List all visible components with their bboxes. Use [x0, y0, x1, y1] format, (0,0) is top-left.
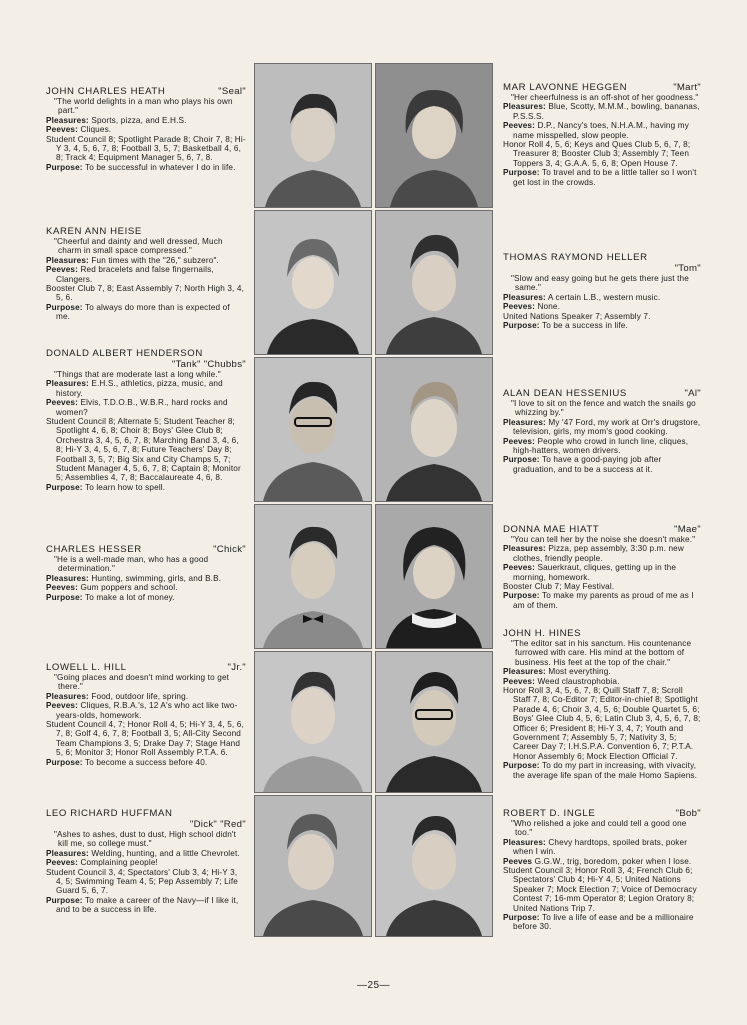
peeves-label: Peeves: [503, 121, 536, 131]
portrait-huffman [254, 795, 372, 937]
purpose-label: Purpose: [503, 913, 540, 923]
pleasures-label: Pleasures: [46, 848, 89, 858]
entry-header [503, 252, 701, 263]
peeves-line [503, 857, 701, 866]
quote: "The world delights in a man who plays his own part." [54, 97, 233, 116]
portrait-silhouette [376, 796, 492, 936]
entry-heise [46, 226, 246, 322]
activities: Student Council 3, 4; Spectators' Club 3, 4; Hi-Y 3, 4, 5; Swimming Team 4, 5; Pep Assembly 7; Life Guard 5, 6, 7. [46, 867, 238, 896]
purpose-line [503, 591, 701, 610]
peeves-line [46, 125, 246, 134]
entry-header [46, 662, 246, 673]
purpose-label: Purpose: [46, 757, 83, 767]
peeves-label: Peeves: [503, 436, 536, 446]
portrait-hesser [254, 504, 372, 649]
purpose-label: Purpose: [503, 761, 540, 771]
quote: "You can tell her by the noise she doesn't make." [511, 535, 696, 544]
portrait-silhouette [376, 211, 492, 354]
purpose-label: Purpose: [503, 455, 540, 465]
purpose-line [503, 913, 701, 932]
pleasures-line [503, 838, 701, 857]
pleasures-label: Pleasures: [46, 255, 89, 265]
pleasures-label: Pleasures: [46, 691, 89, 701]
entry-henderson [46, 348, 246, 492]
purpose-text: To have a good-paying job after graduation, and to be a success at it. [513, 455, 662, 474]
pleasures-line [503, 667, 701, 676]
pleasures-line [46, 574, 246, 583]
quote: "Going places and doesn't mind working to get there." [54, 673, 230, 692]
activities: Student Council 3; Honor Roll 3, 4; French Club 6; Spectators' Club 4; Hi-Y 4, 5; United Nations Speaker 7; Mock Election 7; Voice of Democracy Contest 7; 16-mm Operator 8; Legion Oratory 8; United Nations Trip 7. [503, 866, 697, 913]
student-name: THOMAS RAYMOND HELLER [503, 252, 648, 263]
purpose-label: Purpose: [46, 482, 83, 492]
peeves-label: Peeves [503, 856, 533, 866]
nickname: "Tank" "Chubbs" [171, 359, 246, 370]
quote: "The editor sat in his sanctum. His countenance furrowed with care. His mind at the bottom of business. His feet at the top of the chair." [511, 639, 692, 667]
peeves-line [503, 302, 701, 311]
pleasures-label: Pleasures: [46, 379, 89, 389]
purpose-line [503, 761, 701, 780]
peeves-label: Peeves: [503, 563, 536, 573]
pleasures-line [46, 379, 246, 398]
entry-header [46, 86, 246, 97]
quote: "I love to sit on the fence and watch the snails go whizzing by." [511, 399, 696, 418]
activities: Booster Club 7, 8; East Assembly 7; North High 3, 4, 5, 6. [46, 284, 245, 303]
student-name: MAR LAVONNE HEGGEN [503, 82, 628, 93]
pleasures-line [46, 849, 246, 858]
peeves-text: Weed claustrophobia. [537, 676, 620, 686]
student-name: DONALD ALBERT HENDERSON [46, 348, 203, 359]
purpose-line [46, 593, 246, 602]
portrait-silhouette [255, 796, 371, 936]
pleasures-line [46, 256, 246, 265]
peeves-label: Peeves: [503, 676, 536, 686]
purpose-text: To make a career of the Navy—if I like it, and to be a success in life. [56, 895, 239, 915]
pleasures-text: Pizza, pep assembly, 3:30 p.m. new clothes, friendly people. [513, 544, 684, 563]
peeves-line [503, 677, 701, 686]
purpose-label: Purpose: [46, 592, 83, 602]
activities: Honor Roll 3, 4, 5, 6, 7, 8; Quill Staff 7, 8; Scroll Staff 7, 8; Co-Editor 7; Editor-in-chief 8; Spotlight Parade 4, 6; Choir 3, 4, 5, 6; Double Quartet 5, 6; Boys' Glee Club 4, 5, 6; Latin Club 3, 4, 5, 6, 7, 8; Officer 6; President 8; Hi-Y 3, 4, 7; Youth and Government 7; Assembly 5, 7; Nativity 3, 5; Career Day 7; I.H.S.P.A. Convention 6, 7; P.T.A. Honor Assembly 6; Mock Election Official 7. [503, 686, 701, 761]
student-name: ROBERT D. INGLE [503, 808, 596, 819]
peeves-line [46, 858, 246, 867]
peeves-text: Cliques, R.B.A.'s, 12 A's who act like two-years-olds, homework. [56, 701, 238, 720]
purpose-text: To make a lot of money. [84, 592, 175, 602]
activities: Honor Roll 4, 5, 6; Keys and Ques Club 5, 6, 7, 8; Treasurer 8; Booster Club 3; Assembly 7; Teen Toppers 3, 4; G.A.A. 5, 6, 8; Open House 7. [503, 140, 691, 168]
peeves-label: Peeves: [46, 398, 79, 408]
peeves-text: Cliques. [80, 125, 112, 135]
peeves-line [503, 437, 701, 456]
portrait-silhouette [376, 358, 492, 501]
peeves-text: Sauerkraut, cliques, getting up in the morning, homework. [513, 563, 677, 582]
peeves-label: Peeves: [503, 302, 536, 312]
purpose-line [46, 483, 246, 492]
purpose-label: Purpose: [503, 591, 540, 601]
nickname: "Mae" [674, 524, 701, 535]
purpose-label: Purpose: [46, 895, 83, 905]
pleasures-line [503, 102, 701, 121]
peeves-label: Peeves: [46, 583, 79, 593]
pleasures-line [503, 293, 701, 302]
entry-header [503, 388, 701, 399]
portrait-silhouette [255, 64, 371, 207]
peeves-text: None. [537, 302, 561, 312]
peeves-line [46, 265, 246, 284]
entry-heller [503, 252, 701, 330]
activities: Student Council 8; Spotlight Parade 8; Choir 7, 8; Hi-Y 3, 4, 5, 6, 7, 8; Football 3, 5, 7; Basketball 4, 6, 8; Track 4; Equipment Manager 5, 6, 7, 8. [46, 134, 246, 163]
purpose-label: Purpose: [503, 321, 540, 331]
quote: "Her cheerfulness is an off-shot of her goodness." [511, 93, 699, 102]
nickname: "Mart" [673, 82, 701, 93]
peeves-label: Peeves: [46, 125, 79, 135]
portrait-silhouette [255, 505, 371, 648]
entry-hesser [46, 544, 246, 602]
pleasures-text: E.H.S., athletics, pizza, music, and history. [56, 379, 223, 398]
pleasures-label: Pleasures: [503, 417, 546, 427]
student-name: LEO RICHARD HUFFMAN [46, 808, 173, 819]
quote: "Ashes to ashes, dust to dust, High school didn't kill me, so college must." [54, 830, 237, 849]
entry-heath [46, 86, 246, 172]
purpose-text: To always do more than is expected of me. [56, 302, 230, 322]
entry-header [503, 628, 701, 639]
peeves-line [46, 701, 246, 720]
entry-heggen [503, 82, 701, 187]
nickname: "Seal" [218, 86, 246, 97]
entry-header [46, 348, 246, 359]
activities: Student Council 8; Alternate 5; Student Teacher 8; Spotlight 4, 6, 8; Choir 8; Boys' Glee Club 8; Orchestra 3, 4, 5, 6, 7, 8; Marching Band 3, 4, 6, 8; Hi-Y 3, 4, 5, 6, 7, 8; Future Teachers' Day 8; Football 3, 5, 7; Big Six and City Champs 5, 7; Student Manager 4, 5, 6, 7, 8; Captain 8; Monitor 5; Assemblies 4, 7, 8; Baccalaureate 4, 6, 8. [46, 417, 241, 483]
purpose-label: Purpose: [46, 162, 83, 172]
peeves-text: Gum poppers and school. [80, 583, 178, 593]
peeves-label: Peeves: [46, 265, 79, 275]
pleasures-label: Pleasures: [503, 544, 546, 554]
activities: Student Council 4, 7; Honor Roll 4, 5; Hi-Y 3, 4, 5, 6, 7, 8; Golf 4, 6, 7, 8; Football 3, 5; All-City Second Team Champions 3, 5; Drake Day 7; Stage Hand 5, 6; Monitor 3; Honor Roll Assembly P.T.A. 6. [46, 720, 244, 758]
activities: United Nations Speaker 7; Assembly 7. [503, 311, 651, 321]
portrait-hill [254, 651, 372, 793]
entry-hines [503, 628, 701, 780]
peeves-text: Complaining people! [80, 858, 158, 868]
nickname: "Al" [684, 388, 701, 399]
quote: "Who relished a joke and could tell a good one too." [511, 819, 687, 838]
entry-hill [46, 662, 246, 767]
portrait-heise [254, 210, 372, 355]
pleasures-text: A certain L.B., western music. [547, 292, 661, 302]
nickname: "Tom" [674, 263, 701, 274]
peeves-label: Peeves: [46, 701, 79, 711]
purpose-text: To learn how to spell. [84, 482, 166, 492]
quote: "Things that are moderate last a long while." [54, 370, 221, 379]
portrait-heller [375, 210, 493, 355]
portrait-hiatt [375, 504, 493, 649]
quote: "Cheerful and dainty and well dressed, Much charm in small space compressed." [54, 237, 223, 256]
entry-header [46, 808, 246, 819]
pleasures-text: My '47 Ford, my work at Orr's drugstore, television, girls, my mom's good cooking. [513, 417, 701, 437]
student-name: JOHN H. HINES [503, 628, 582, 639]
purpose-text: To live a life of ease and be a millionaire before 30. [513, 913, 694, 932]
student-name: KAREN ANN HEISE [46, 226, 142, 237]
peeves-line [503, 121, 701, 140]
purpose-line [503, 321, 701, 330]
pleasures-text: Blue, Scotty, M.M.M., bowling, bananas, P.S.S.S. [513, 102, 700, 121]
entry-hessenius [503, 388, 701, 474]
pleasures-text: Sports, pizza, and E.H.S. [91, 115, 187, 125]
portrait-heggen [375, 63, 493, 208]
pleasures-text: Fun times with the "26," subzero". [91, 255, 219, 265]
pleasures-text: Welding, hunting, and a little Chevrolet. [91, 848, 240, 858]
student-name: DONNA MAE HIATT [503, 524, 600, 535]
peeves-text: Red bracelets and false fingernails, Clangers. [56, 265, 214, 284]
purpose-text: To make my parents as proud of me as I am of them. [513, 591, 694, 610]
nickname: "Dick" "Red" [189, 819, 246, 830]
purpose-line [46, 163, 246, 172]
entry-header [503, 524, 701, 535]
pleasures-line [503, 418, 701, 437]
quote: "Slow and easy going but he gets there just the same." [511, 274, 689, 293]
pleasures-label: Pleasures: [46, 115, 89, 125]
pleasures-text: Chevy hardtops, spoiled brats, poker when I win. [513, 837, 688, 857]
portrait-silhouette [255, 211, 371, 354]
pleasures-label: Pleasures: [503, 837, 546, 847]
entry-header [503, 82, 701, 93]
student-name: LOWELL L. HILL [46, 662, 127, 673]
peeves-text: People who crowd in lunch line, cliques, high-hatters, women drivers. [513, 436, 689, 456]
peeves-label: Peeves: [46, 858, 79, 868]
pleasures-text: Most everything. [548, 667, 611, 677]
purpose-line [46, 758, 246, 767]
entry-header [503, 808, 701, 819]
entry-ingle [503, 808, 701, 932]
pleasures-line [46, 116, 246, 125]
purpose-line [503, 168, 701, 187]
purpose-line [46, 896, 246, 915]
portrait-hessenius [375, 357, 493, 502]
pleasures-text: Hunting, swimming, girls, and B.B. [91, 573, 222, 583]
student-name: CHARLES HESSER [46, 544, 142, 555]
purpose-text: To be successful in whatever I do in life. [84, 162, 236, 172]
pleasures-line [46, 692, 246, 701]
quote: "He is a well-made man, who has a good determination." [54, 555, 209, 574]
portrait-hines [375, 651, 493, 793]
portrait-silhouette [255, 358, 371, 501]
peeves-text: G.G.W., trig, boredom, poker when I lose. [534, 856, 692, 866]
purpose-label: Purpose: [503, 168, 540, 178]
entry-header [46, 226, 246, 237]
activities: Booster Club 7; May Festival. [503, 582, 615, 592]
portrait-silhouette [376, 64, 492, 207]
purpose-line [503, 455, 701, 474]
purpose-label: Purpose: [46, 302, 83, 312]
pleasures-label: Pleasures: [503, 292, 546, 302]
portrait-heath [254, 63, 372, 208]
peeves-text: D.P., Nancy's toes, N.H.A.M., having my name misspelled, slow people. [513, 121, 689, 140]
pleasures-label: Pleasures: [503, 102, 546, 112]
pleasures-line [503, 544, 701, 563]
student-name: JOHN CHARLES HEATH [46, 86, 166, 97]
portrait-henderson [254, 357, 372, 502]
pleasures-label: Pleasures: [46, 573, 89, 583]
peeves-line [46, 583, 246, 592]
purpose-line [46, 303, 246, 322]
portrait-ingle [375, 795, 493, 937]
entry-hiatt [503, 524, 701, 610]
peeves-line [503, 563, 701, 582]
pleasures-label: Pleasures: [503, 667, 546, 677]
nickname: "Chick" [213, 544, 246, 555]
purpose-text: To become a success before 40. [84, 757, 208, 767]
portrait-silhouette [255, 652, 371, 792]
purpose-text: To be a success in life. [541, 321, 628, 331]
portrait-silhouette [376, 505, 492, 648]
page-number: —25— [356, 980, 391, 991]
entry-huffman [46, 808, 246, 915]
nickname: "Bob" [675, 808, 701, 819]
pleasures-text: Food, outdoor life, spring. [91, 691, 189, 701]
purpose-text: To travel and to be a little taller so I won't get lost in the crowds. [513, 168, 697, 187]
peeves-text: Elvis, T.D.O.B., W.B.R., hard rocks and women? [56, 398, 228, 417]
entry-header [46, 544, 246, 555]
peeves-line [46, 398, 246, 417]
nickname: "Jr." [227, 662, 246, 673]
student-name: ALAN DEAN HESSENIUS [503, 388, 627, 399]
purpose-text: To do my part in increasing, with vivacity, the average life span of the male Homo Sapiens. [513, 761, 698, 780]
portrait-silhouette [376, 652, 492, 792]
